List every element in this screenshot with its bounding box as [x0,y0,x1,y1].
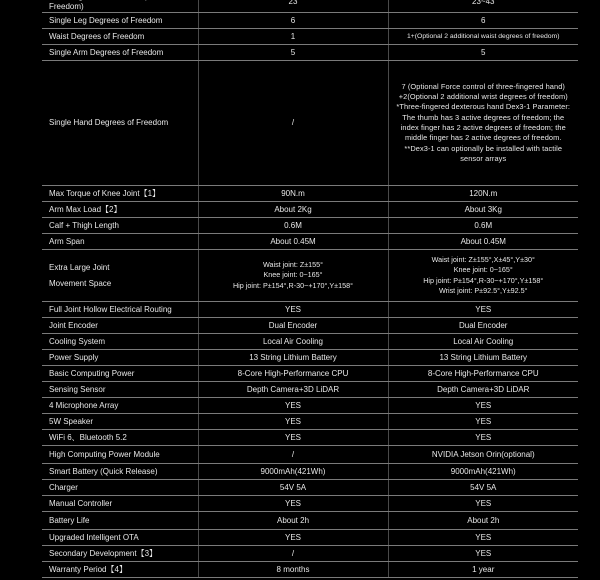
joint-range-line: Hip joint: P±154°,R-30~+170°,Y±158° [232,280,353,290]
value-standard: 8-Core High-Performance CPU [198,366,388,382]
row-label: Single Hand Degrees of Freedom [42,61,198,186]
joint-range-line: Waist joint: Z±155°,X±45°,Y±30° [431,255,535,265]
table-row [42,414,578,430]
value-standard: 9000mAh(421Wh) [198,464,388,480]
table-row [42,446,578,464]
table-row [42,186,578,202]
joint-range-line: Waist joint: Z±155° [262,260,324,270]
joint-range-line: Wrist joint: P±92.5°,Y±92.5° [438,285,528,295]
table-row [42,562,578,578]
row-label: Joint Encoder [42,318,198,334]
table-row [42,530,578,546]
value-standard: 8 months [198,562,388,578]
table-row [42,234,578,250]
value-edu: YES [388,530,578,546]
value-edu: YES [388,430,578,446]
table-row [42,398,578,414]
value-edu: About 0.45M [388,234,578,250]
table-row [42,366,578,382]
row-label: Upgraded Intelligent OTA [42,530,198,546]
value-standard: YES [198,530,388,546]
value-standard: 6 [198,13,388,29]
row-label: 4 Microphone Array [42,398,198,414]
row-label: Waist Degrees of Freedom [42,29,198,45]
table-row [42,480,578,496]
value-standard: YES [198,302,388,318]
row-label: Freedom) [42,0,198,13]
table-row [42,45,578,61]
value-edu: 5 [388,45,578,61]
spec-table [42,0,578,578]
value-edu: YES [388,414,578,430]
row-label: Basic Computing Power [42,366,198,382]
value-edu: 120N.m [388,186,578,202]
row-label: Single Arm Degrees of Freedom [42,45,198,61]
value-edu: Local Air Cooling [388,334,578,350]
table-row [42,61,578,186]
value-standard: About 2Kg [198,202,388,218]
value-edu: YES [388,496,578,512]
table-row [42,0,578,13]
value-standard: 90N.m [198,186,388,202]
value-standard: Local Air Cooling [198,334,388,350]
table-row [42,382,578,398]
value-edu: 23~43 [388,0,578,13]
row-label: Charger [42,480,198,496]
value-standard: About 0.45M [198,234,388,250]
value-edu: 13 String Lithium Battery [388,350,578,366]
table-row [42,13,578,29]
value-standard: YES [198,430,388,446]
row-label: 5W Speaker [42,414,198,430]
table-row [42,512,578,530]
table-row [42,250,578,302]
table-row [42,546,578,562]
value-standard: 54V 5A [198,480,388,496]
value-standard: Dual Encoder [198,318,388,334]
value-edu: Dual Encoder [388,318,578,334]
table-row [42,496,578,512]
row-label: High Computing Power Module [42,446,198,464]
value-standard: 5 [198,45,388,61]
joint-range-line: Knee joint: 0~165° [263,270,323,280]
table-row [42,350,578,366]
row-label: Manual Controller [42,496,198,512]
table-row [42,464,578,480]
value-edu-hand [388,61,578,186]
table-row [42,430,578,446]
value-standard: / [198,61,388,186]
hand-dex-params: *Three-fingered dexterous hand Dex3-1 Parameter: The thumb has 3 active degrees of freedom; the index finger has 2 active degrees of freedom; the middle finger has 2 active degrees of freedom. [396,102,571,143]
row-label: Warranty Period【4】 [42,562,198,578]
spec-sheet [42,0,578,578]
row-label: Max Torque of Knee Joint【1】 [42,186,198,202]
value-standard: 0.6M [198,218,388,234]
value-edu: About 2h [388,512,578,530]
value-standard: Depth Camera+3D LiDAR [198,382,388,398]
value-edu-joints [388,250,578,302]
table-row [42,202,578,218]
value-standard: YES [198,414,388,430]
row-label: Sensing Sensor [42,382,198,398]
row-label: Battery Life [42,512,198,530]
value-standard: YES [198,398,388,414]
value-standard: 1 [198,29,388,45]
value-edu: 1+(Optional 2 additional waist degrees of freedom) [388,29,578,45]
table-row [42,29,578,45]
hand-tactile-note: **Dex3-1 can optionally be installed with tactile sensor arrays [404,143,563,163]
value-edu: 0.6M [388,218,578,234]
value-edu: About 3Kg [388,202,578,218]
value-edu: 6 [388,13,578,29]
table-row [42,334,578,350]
joint-range-line: Knee joint: 0~165° [453,265,513,275]
row-label: Calf + Thigh Length [42,218,198,234]
row-label: Cooling System [42,334,198,350]
value-edu: YES [388,398,578,414]
hand-dof-line: 7 (Optional Force control of three-fingered hand) +2(Optional 2 additional wrist degrees of freedom) [398,81,568,102]
value-standard: 23 [198,0,388,13]
table-row [42,318,578,334]
value-edu: 9000mAh(421Wh) [388,464,578,480]
row-label: Arm Max Load【2】 [42,202,198,218]
value-edu: YES [388,302,578,318]
value-standard: YES [198,496,388,512]
value-edu: 54V 5A [388,480,578,496]
row-label: Power Supply [42,350,198,366]
row-label-line: Movement Space [49,278,112,288]
row-label: WiFi 6、Bluetooth 5.2 [42,430,198,446]
row-label: Smart Battery (Quick Release) [42,464,198,480]
value-standard: 13 String Lithium Battery [198,350,388,366]
value-standard: / [198,446,388,464]
row-label: Full Joint Hollow Electrical Routing [42,302,198,318]
table-row [42,302,578,318]
value-edu: NVIDIA Jetson Orin(optional) [388,446,578,464]
value-edu: Depth Camera+3D LiDAR [388,382,578,398]
row-label: Single Leg Degrees of Freedom [42,13,198,29]
value-edu: YES [388,546,578,562]
value-edu: 8-Core High-Performance CPU [388,366,578,382]
row-label [42,250,198,302]
value-edu: 1 year [388,562,578,578]
row-label: Arm Span [42,234,198,250]
value-standard-joints [198,250,388,302]
value-standard: About 2h [198,512,388,530]
row-label-line: Extra Large Joint [49,262,110,272]
value-standard: / [198,546,388,562]
row-label: Secondary Development【3】 [42,546,198,562]
joint-range-line: Hip joint: P±154°,R-30~+170°,Y±158° [423,275,544,285]
table-row [42,218,578,234]
